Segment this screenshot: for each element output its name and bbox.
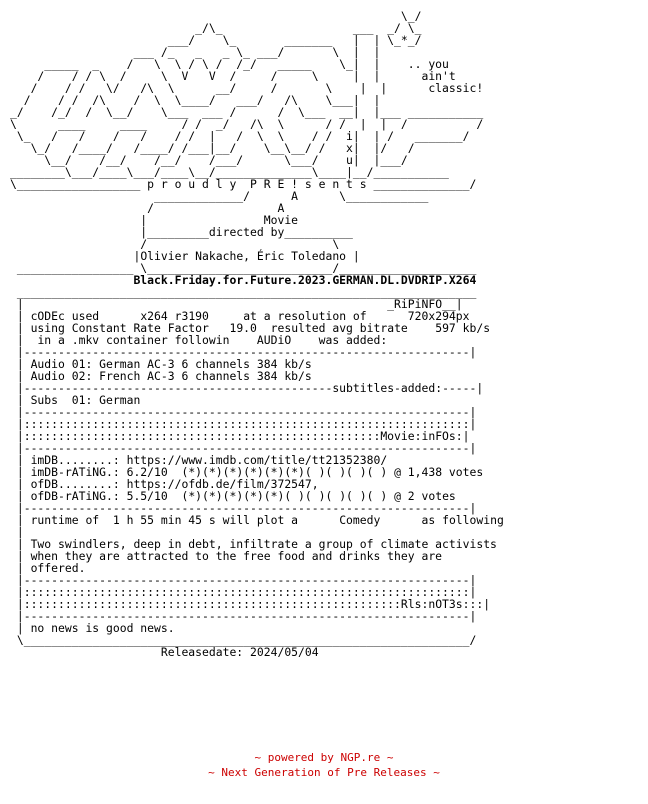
footer-tagline: ~ Next Generation of Pre Releases ~ <box>208 766 440 779</box>
runtime-label: runtime of <box>30 513 100 527</box>
imdb-rating-label: imDB-rATiNG.: <box>30 465 120 479</box>
runtime-value: 1 h 55 min 45 s <box>112 513 216 527</box>
notes-text: no news is good news. <box>30 621 175 635</box>
container-line: in a .mkv container followin <box>37 333 230 347</box>
releasedate-value: 2024/05/04 <box>250 645 319 659</box>
releasedate-label: Releasedate: <box>160 645 244 659</box>
ofdb-stars: (*)(*)(*)(*)(*)( )( )( )( )( ) <box>181 489 388 503</box>
bitrate-value: 597 kb/s <box>435 321 491 335</box>
subtitle-track: Subs 01: German <box>30 393 141 407</box>
plot-line-3: offered. <box>30 561 86 575</box>
imdb-label: imDB........: <box>30 453 120 467</box>
footer-powered-by: ~ powered by NGP.re ~ <box>254 751 394 764</box>
imdb-votes: @ 1,438 votes <box>394 465 484 479</box>
audio-track-1: Audio 01: German AC-3 6 channels 384 kb/s <box>30 357 312 371</box>
plot-line-2: when they are attracted to the free food and drinks they are <box>30 549 443 563</box>
ofdb-url: https://ofdb.de/film/372547, <box>126 477 319 491</box>
plot-line-1: Two swindlers, deep in debt, infiltrate a group of climate activists <box>30 537 497 551</box>
audio-track-2: Audio 02: French AC-3 6 channels 384 kb/s <box>30 369 312 383</box>
title-a: A <box>277 201 285 215</box>
notes-header: Rls:nOT3s <box>400 597 463 611</box>
crf-value: 19.0 <box>229 321 257 335</box>
codec-value: x264 r3190 <box>140 309 209 323</box>
genre: Comedy <box>339 513 381 527</box>
resolution-label: at a resolution of <box>243 309 367 323</box>
imdb-stars: (*)(*)(*)(*)(*)(*)( )( )( )( ) <box>181 465 388 479</box>
ripinfo-header: RiPiNFO <box>394 297 443 311</box>
logo-ascii-art: \_/ _/\_ ___ _/ \_ ___/ \_ _______ | | \_*_/ ___ /_ _ _ \_ ___/ \ | | _____ _ / \ \ / \ / /_/ _____ \_| | .. you / / / \ / \ V V / / \ | | ain't / / / \/ /\ \ __/ / \ | | classic! / / / /\ / \ \____/ ___/ /\ \___| | _/ /_/ / \__/ \___ ___ / / \___ __| |___ ___________ \ ____ ____ / / _/ /\ \ / / | | / / \_ / / / / / / | / \ \ / / i| | / _______/ \_/ /____/ /____/ /___|__/ \__\__/ / x| |/ / \__/ /__/ /__/ /___/ \___/ u| |___/ ________\___/____\___/____\__/______________\____|__/___________ \__________________ p r o u d l y P R E ! s e n t s ______________/ <box>10 9 484 191</box>
movieinfo-header: Movie:inFOs: <box>380 429 463 443</box>
codec-label: cODEc used <box>30 309 100 323</box>
release-name: Black.Friday.for.Future.2023.GERMAN.DL.DVDRIP.X264 <box>133 273 477 287</box>
nfo-text: \_/ _/\_ ___ _/ \_ ___/ \_ _______ | | \_*_/ ___ /_ _ _ \_ ___/ \ | | _____ _ / \ \ / \ / /_/ _____ \_| | .. you / / / \ / \ V V / / \ | | ain't / / / \/ /\ \ __/ / \ | | classic! / / / /\ / \ \____/ ___/ /\ \___| | _/ /_/ / \__/ \___ ___ / / \___ __| |___ ___________ \ ____ ____ / / _/ /\ \ / / | | / / \_ / / / / / / | / \ \ / / i| | / _______/ \_/ /____/ /____/ /___|__/ \__\__/ / x| |/ / \__/ /__/ /__/ /___/ \___/ u| |___/ ________\___/____\___/____\__/______________\____|__/___________ \__________________ p r o u d l y P R E ! s e n t s ______________/ _____________/ A \____________ / A | Movie |_________directed by__________ / \ |Olivier Nakache, Éric Toledano | _________________ \___________________________/____________________ Black.Friday.for.Future.2023.GERMAN.DL.DVDRIP.X264 ___________________________________________________________________ | _RiPiNFO__| | cODEc used x264 r3190 at a resolution of 720x294px | using Constant Rate Factor 19.0 resulted avg bitrate 597 kb/s | in a .mkv container followin AUDiO was added: |-----------------------------------------------------------------| | Audio 01: German AC-3 6 channels 384 kb/s | Audio 02: French AC-3 6 channels 384 kb/s |---------------------------------------------subtitles-added:-----| | Subs 01: German |-----------------------------------------------------------------| |:::::::::::::::::::::::::::::::::::::::::::::::::::::::::::::::::| |::::::::::::::::::::::::::::::::::::::::::::::::::::Movie:inFOs:| |-----------------------------------------------------------------| | imDB........: https://www.imdb.com/title/tt21352380/ | imDB-rATiNG.: 6.2/10 (*)(*)(*)(*)(*)(*)( )( )( )( ) @ 1,438 votes | ofDB........: https://ofdb.de/film/372547, | ofDB-rATiNG.: 5.5/10 (*)(*)(*)(*)(*)( )( )( )( )( ) @ 2 votes |-----------------------------------------------------------------| | runtime of 1 h 55 min 45 s will plot a Comedy as following | | Two swindlers, deep in debt, infiltrate a group of climate activists | when they are attracted to the free food and drinks they are | offered. |-----------------------------------------------------------------| |:::::::::::::::::::::::::::::::::::::::::::::::::::::::::::::::::| |:::::::::::::::::::::::::::::::::::::::::::::::::::::::Rls:nOT3s:::| |-----------------------------------------------------------------| | no news is good news. \_________________________________________________________________/ Releasedate: 2024/05/04 <box>10 9 504 659</box>
following-label: as following <box>421 513 504 527</box>
directors: Olivier Nakache, Éric Toledano <box>140 249 347 263</box>
ofdb-rating: 5.5/10 <box>126 489 168 503</box>
ofdb-rating-label: ofDB-rATiNG.: <box>30 489 120 503</box>
crf-label: using Constant Rate Factor <box>30 321 209 335</box>
imdb-rating: 6.2/10 <box>126 465 168 479</box>
subtitles-header: subtitles-added: <box>332 381 443 395</box>
ofdb-label: ofDB........: <box>30 477 120 491</box>
resolution-value: 720x294px <box>407 309 470 323</box>
audio-added-label: AUDiO was added: <box>256 333 388 347</box>
plot-label: will plot a <box>222 513 299 527</box>
imdb-url: https://www.imdb.com/title/tt21352380/ <box>126 453 388 467</box>
title-movie: Movie <box>263 213 299 227</box>
ofdb-votes: @ 2 votes <box>394 489 456 503</box>
title-directed-by: directed by <box>208 225 285 239</box>
bitrate-label: resulted avg bitrate <box>270 321 408 335</box>
